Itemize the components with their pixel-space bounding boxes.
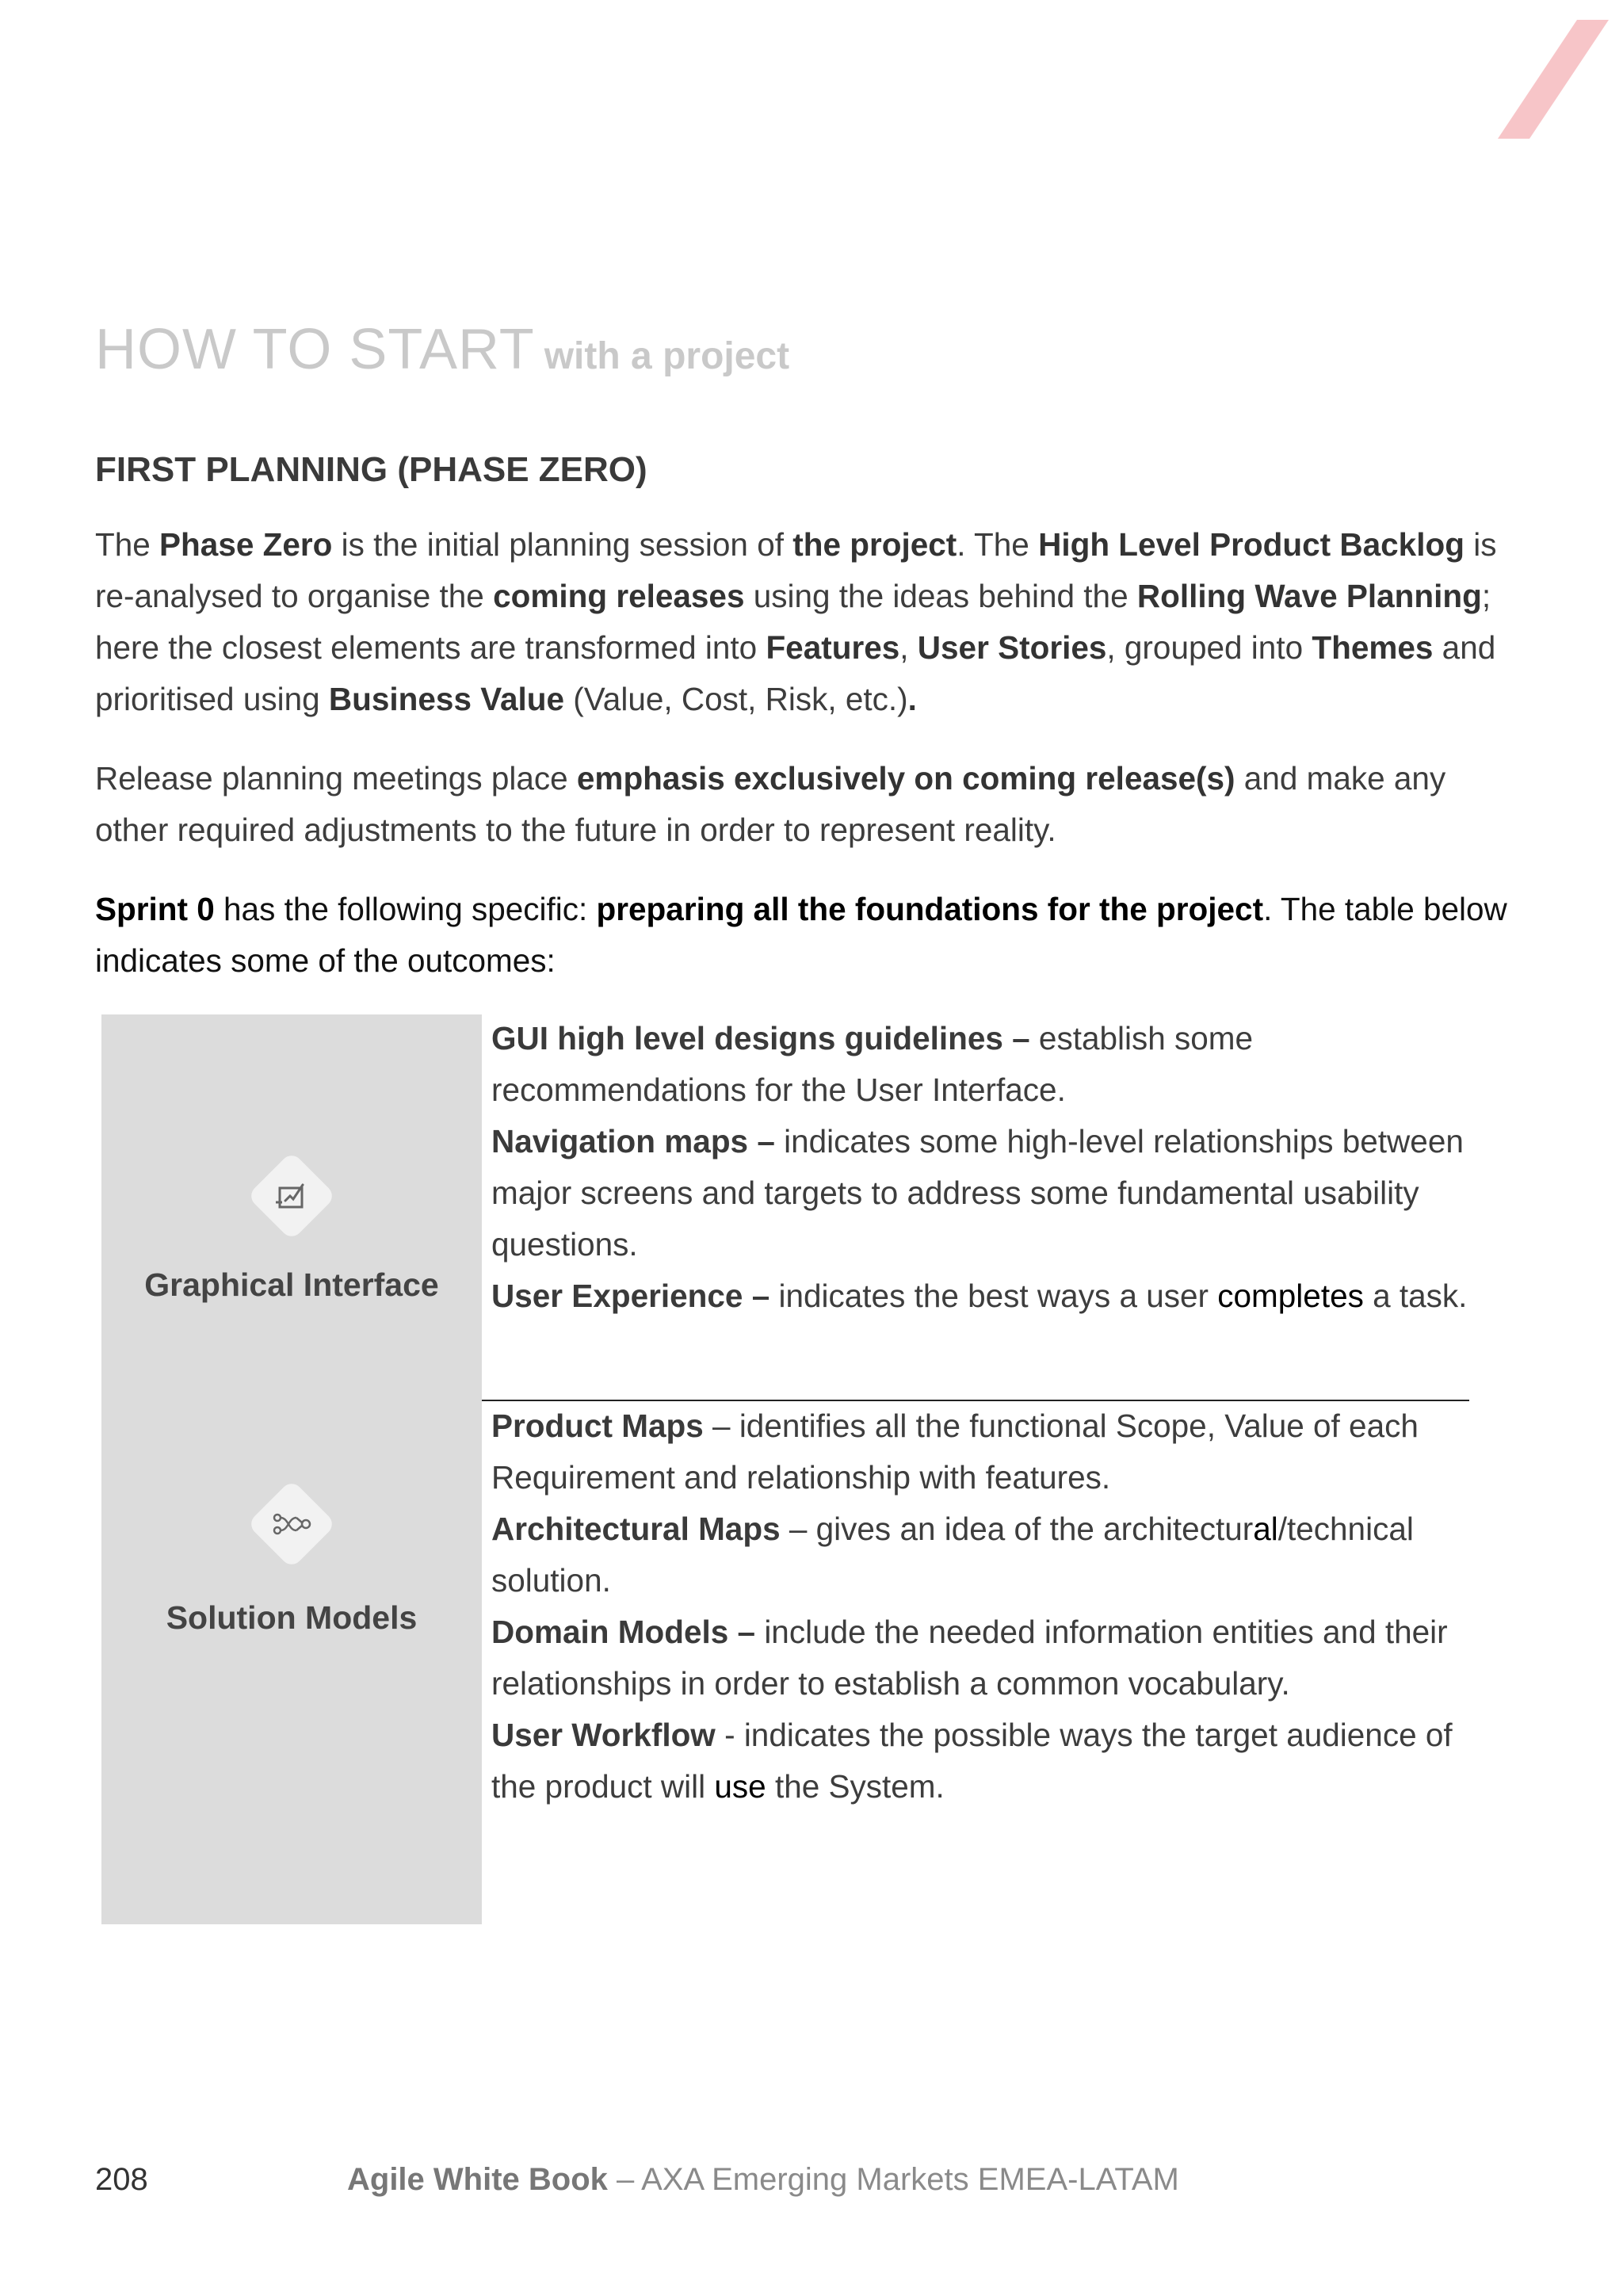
outcome-item <box>491 1400 1474 1503</box>
bold-run: emphasis exclusively on coming release(s) <box>576 760 1235 797</box>
text-run: ; here the closest elements are transformed into <box>95 578 1491 666</box>
bold-run: Phase Zero <box>159 526 333 563</box>
bold-run: Rolling Wave Planning <box>1136 578 1482 614</box>
term-separator: - <box>715 1717 744 1753</box>
outcome-description: identifies all the functional Scope, Value of each Requirement and relationship with features. <box>491 1408 1419 1496</box>
outcome-description: indicates the best ways a user <box>778 1278 1218 1314</box>
outcome-term: User Experience <box>491 1278 743 1314</box>
outcome-term: Domain Models <box>491 1614 729 1650</box>
text-run: . The table below indicates some of the outcomes: <box>95 891 1507 979</box>
text-run: The <box>95 526 160 563</box>
outcome-term: Navigation maps <box>491 1123 749 1159</box>
book-title: Agile White Book <box>347 2162 608 2197</box>
outcome-item <box>491 1270 1474 1322</box>
text-run: and make any other required adjustments to the future in order to represent reality. <box>95 760 1446 848</box>
outcome-description-emph: al <box>1253 1511 1278 1547</box>
term-separator: – <box>703 1408 739 1444</box>
page-heading-sub: with a project <box>544 335 790 377</box>
text-run: has the following specific: <box>214 891 597 927</box>
term-separator: – <box>780 1511 816 1547</box>
bold-run: the project <box>792 526 957 563</box>
outcome-description: gives an idea of the architectur <box>815 1511 1254 1547</box>
page-heading-main: HOW TO START <box>95 318 535 381</box>
bold-run: User Stories <box>917 629 1107 666</box>
text-run: Release planning meetings place <box>95 760 577 797</box>
text-run: using the ideas behind the <box>744 578 1137 614</box>
bold-run: Sprint 0 <box>95 891 215 927</box>
outcome-description: indicates some high-level relationships between major screens and targets to address some fundamental usability questions. <box>491 1123 1464 1263</box>
outcome-item <box>491 1503 1474 1606</box>
outcome-description-emph: completes <box>1217 1278 1364 1314</box>
release-planning-paragraph <box>95 753 1522 856</box>
text-run: is re-analysed to organise the <box>95 526 1497 614</box>
intro-paragraph <box>95 519 1522 725</box>
term-separator: – <box>748 1123 785 1159</box>
term-separator: – <box>743 1278 779 1314</box>
page-heading <box>95 317 789 382</box>
outcome-description: establish some recommendations for the User Interface. <box>491 1020 1254 1108</box>
bold-run: . <box>907 681 917 717</box>
outcome-item <box>491 1013 1474 1116</box>
outcome-description: the System. <box>766 1768 945 1805</box>
corner-accent-slash <box>1498 20 1609 143</box>
title-separator: – <box>607 2162 642 2197</box>
row-content-graphical-interface <box>491 1013 1474 1322</box>
text-run: is the initial planning session of <box>332 526 793 563</box>
outcome-description: include the needed information entities and their relationships in order to establish a common vocabulary. <box>491 1614 1448 1702</box>
outcome-term: Product Maps <box>491 1408 704 1444</box>
outcome-term: GUI high level designs guidelines <box>491 1020 1003 1056</box>
text-run: and prioritised using <box>95 629 1496 717</box>
bold-run: Features <box>766 629 900 666</box>
row-label-solution-models: Solution Models <box>166 1599 418 1636</box>
bold-run: coming releases <box>493 578 745 614</box>
footer-book-title <box>347 2162 1179 2198</box>
outcome-description: /technical solution. <box>491 1511 1414 1599</box>
bold-run: High Level Product Backlog <box>1038 526 1465 563</box>
outcome-description-emph: use <box>714 1768 766 1805</box>
text-run: . The <box>957 526 1039 563</box>
text-run: (Value, Cost, Risk, etc.) <box>564 681 908 717</box>
bold-run: Business Value <box>328 681 565 717</box>
edit-icon <box>260 1164 323 1228</box>
text-run: , <box>899 629 918 666</box>
outcome-description: indicates the possible ways the target audience of the product will <box>491 1717 1453 1805</box>
outcomes-table-sidebar <box>101 1014 482 1924</box>
term-separator: – <box>728 1614 765 1650</box>
page-number: 208 <box>95 2162 148 2197</box>
row-label-graphical-interface: Graphical Interface <box>144 1266 439 1303</box>
outcome-term: Architectural Maps <box>491 1511 781 1547</box>
section-title: FIRST PLANNING (PHASE ZERO) <box>95 450 647 489</box>
book-subtitle: AXA Emerging Markets EMEA-LATAM <box>641 2162 1179 2197</box>
outcome-term: User Workflow <box>491 1717 716 1753</box>
outcome-item <box>491 1710 1474 1813</box>
text-run: , grouped into <box>1106 629 1312 666</box>
sprint-zero-paragraph <box>95 884 1522 987</box>
outcome-item <box>491 1606 1474 1710</box>
outcome-description: a task. <box>1363 1278 1468 1314</box>
row-content-solution-models <box>491 1400 1474 1813</box>
outcome-item <box>491 1116 1474 1270</box>
workflow-icon <box>260 1492 323 1556</box>
bold-run: Themes <box>1312 629 1434 666</box>
bold-run: preparing all the foundations for the project <box>596 891 1264 927</box>
term-separator: – <box>1002 1020 1039 1056</box>
